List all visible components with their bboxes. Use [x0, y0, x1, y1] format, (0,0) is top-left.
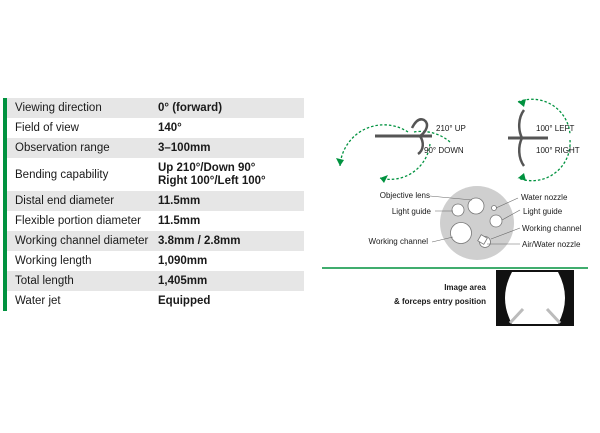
spec-value: 1,090mm: [158, 254, 208, 267]
spec-value: 1,405mm: [158, 274, 208, 287]
endoscope-tip-up: [412, 119, 427, 136]
working-channel-right-label: Working channel: [522, 224, 582, 233]
bending-arc-up: [340, 125, 408, 166]
spec-value: 3–100mm: [158, 141, 211, 154]
spec-label: Viewing direction: [15, 102, 102, 114]
spec-value: 3.8mm / 2.8mm: [158, 234, 241, 247]
spec-value-line: Up 210°/Down 90°: [158, 162, 256, 174]
spec-row-viewing-direction: [7, 98, 304, 118]
spec-label: Flexible portion diameter: [15, 215, 141, 227]
image-area-view: [505, 272, 565, 324]
spec-value: 140°: [158, 121, 182, 134]
left-right-bending-illustration: [508, 99, 580, 181]
spec-row-working-length: [7, 251, 304, 271]
spec-row-bending-capability: [7, 158, 304, 191]
arrowhead-icon: [518, 99, 526, 107]
arrowhead-icon: [380, 175, 388, 183]
light-guide-right-label: Light guide: [523, 207, 563, 216]
distal-end-face: [369, 186, 582, 260]
spec-value-line: Right 100°/Left 100°: [158, 174, 266, 187]
specifications-table: [3, 98, 304, 311]
arrowhead-icon: [336, 158, 344, 166]
image-area-label-line1: Image area: [444, 283, 486, 292]
spec-row-observation-range: [7, 138, 304, 158]
bending-down-label: 90° DOWN: [424, 146, 464, 155]
spec-value: 11.5mm: [158, 194, 201, 207]
spec-row-total-length: [7, 271, 304, 291]
spec-row-distal-end-diameter: [7, 191, 304, 211]
spec-row-working-channel-diameter: [7, 231, 304, 251]
spec-row-field-of-view: [7, 118, 304, 138]
spec-value: Equipped: [158, 294, 211, 307]
image-area-section: [394, 270, 574, 326]
spec-label: Working channel diameter: [15, 235, 149, 247]
working-channel-left-circle: [451, 223, 472, 244]
spec-value: [158, 162, 304, 187]
endoscope-tip-right: [519, 138, 524, 166]
spec-value: 0° (forward): [158, 101, 223, 114]
spec-label: Observation range: [15, 142, 110, 154]
bending-right-label: 100° RIGHT: [536, 146, 580, 155]
light-guide-left-label: Light guide: [391, 207, 431, 216]
spec-row-water-jet: [7, 291, 304, 311]
light-guide-right-circle: [490, 215, 502, 227]
light-guide-left-circle: [452, 204, 464, 216]
working-channel-left-label: Working channel: [368, 237, 428, 246]
bending-left-label: 100° LEFT: [536, 124, 575, 133]
endoscope-tip-down: [418, 136, 423, 154]
spec-value: 11.5mm: [158, 214, 201, 227]
spec-label: Distal end diameter: [15, 195, 115, 207]
bending-up-label: 210° UP: [436, 124, 466, 133]
water-nozzle-label: Water nozzle: [521, 193, 568, 202]
image-area-label-line2: & forceps entry position: [393, 297, 486, 306]
objective-lens-label: Objective lens: [379, 191, 430, 200]
spec-label: Field of view: [15, 122, 79, 134]
spec-row-flexible-portion-diameter: [7, 211, 304, 231]
endoscope-diagram: [320, 92, 590, 332]
spec-label: Water jet: [15, 295, 61, 307]
endoscope-tip-left: [519, 110, 524, 138]
distal-end-circle: [440, 186, 514, 260]
up-down-bending-illustration: [336, 119, 466, 183]
objective-lens-circle: [468, 198, 484, 214]
spec-label: Bending capability: [15, 168, 109, 181]
water-nozzle-circle: [492, 206, 497, 211]
air-water-nozzle-label: Air/Water nozzle: [522, 240, 581, 249]
spec-label: Working length: [15, 255, 92, 267]
spec-label: Total length: [15, 275, 74, 287]
